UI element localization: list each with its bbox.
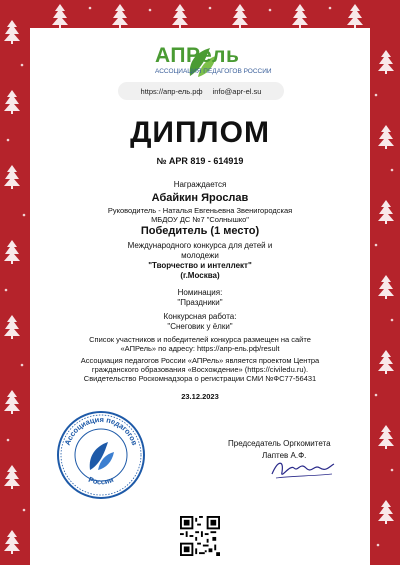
logo-subtitle: АССОЦИАЦИЯ ПЕДАГОГОВ РОССИИ bbox=[155, 68, 272, 75]
top-tree-row bbox=[52, 4, 363, 28]
right-tree-column bbox=[375, 50, 394, 546]
email-link[interactable]: info@apr-el.su bbox=[212, 86, 262, 96]
work-value: "Снеговик у ёлки" bbox=[167, 322, 233, 331]
contest-line-1: Международного конкурса для детей и bbox=[127, 241, 273, 250]
svg-text:России: России bbox=[87, 474, 115, 487]
nomination-value: "Праздники" bbox=[177, 298, 223, 307]
association-seal-stamp bbox=[56, 410, 146, 500]
awarded-label: Награждается bbox=[173, 180, 227, 189]
recipient-name: Абайкин Ярослав bbox=[151, 192, 249, 204]
contest-line-2: молодежи bbox=[181, 251, 219, 260]
website-link[interactable]: https://апр-ель.рф bbox=[140, 86, 203, 96]
assoc-info-line-1: Ассоциация педагогов России «АПРель» является проектом Центра bbox=[80, 356, 320, 365]
issue-date: 23.12.2023 bbox=[181, 392, 219, 401]
contest-city: (г.Москва) bbox=[180, 271, 220, 280]
diploma-title: ДИПЛОМ bbox=[130, 116, 270, 149]
supervisor: Руководитель - Наталья Евгеньевна Звенигородская bbox=[107, 206, 293, 215]
left-tree-column bbox=[4, 20, 25, 554]
nomination-label: Номинация: bbox=[177, 288, 223, 297]
contact-bar bbox=[118, 82, 284, 100]
assoc-info-line-3: Свидетельство Роскомнадзора о регистрации СМИ №ФС77-56431 bbox=[83, 374, 317, 383]
institution: МБДОУ ДС №7 "Солнышко" bbox=[151, 215, 249, 224]
place: Победитель (1 место) bbox=[140, 225, 260, 237]
svg-text:Ассоциация педагогов: Ассоциация педагогов bbox=[62, 414, 140, 447]
assoc-info-line-2: гражданского образования «Восхождение» (https://civiledu.ru). bbox=[91, 365, 309, 374]
handwritten-signature bbox=[268, 454, 338, 484]
work-label: Конкурсная работа: bbox=[163, 312, 237, 321]
chairman-role: Председатель Оргкомитета bbox=[228, 439, 331, 448]
qr-code-icon[interactable] bbox=[180, 516, 220, 556]
logo-title: АПРель bbox=[155, 44, 240, 67]
chairman-name: Лаптев А.Ф. bbox=[262, 451, 307, 460]
list-info-line-1: Список участников и победителей конкурса размещен на сайте bbox=[89, 335, 311, 344]
diploma-number: № APR 819 - 614919 bbox=[156, 156, 244, 166]
contest-name: "Творчество и интеллект" bbox=[148, 261, 252, 270]
list-info-line-2: «АПРель» по адресу: https://апр-ель.рф/result bbox=[120, 344, 280, 353]
